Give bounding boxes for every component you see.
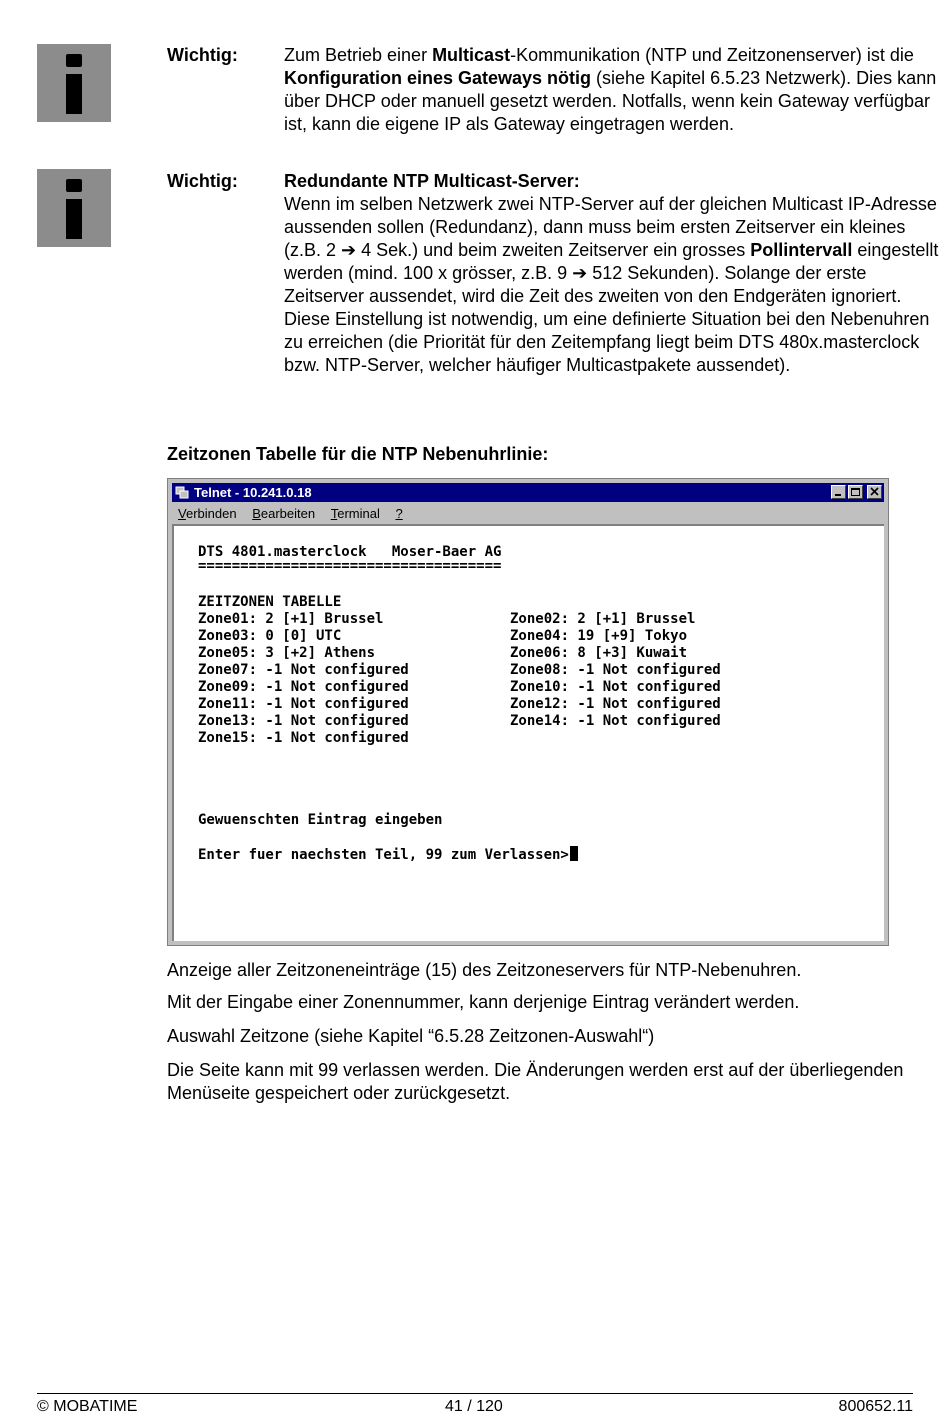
zone-entry: Zone05: 3 [+2] Athens (198, 645, 376, 661)
text-run: Wenn im selben Netzwerk zwei NTP-Server auf der gleichen Multicast IP-Adresse aussenden sollen (Redundanz), dann muss beim ersten Zeitserver ein kleines (z.B. 2 ➔ 4 Sek.) und beim zweiten Zeitserver ein grosses (284, 194, 937, 260)
note-text-redundant (284, 170, 940, 377)
info-icon (37, 169, 111, 247)
menu-terminal[interactable]: Terminal (330, 506, 380, 521)
telnet-titlebar[interactable] (172, 483, 884, 502)
section-heading: Zeitzonen Tabelle für die NTP Nebenuhrlinie: (167, 444, 549, 464)
text-run: (siehe Kapitel 6.5.23 Netzwerk). Dies kann über DHCP oder manuell gesetzt werden. Notfalls, wenn kein Gateway verfügbar ist, kann die eigene IP als Gateway eingetragen werden. (284, 68, 937, 134)
zone-entry: Zone11: -1 Not configured (198, 696, 409, 712)
telnet-title: Telnet - 10.241.0.18 (194, 485, 312, 500)
zone-entry: Zone09: -1 Not configured (198, 679, 409, 695)
footer-divider (37, 1393, 913, 1394)
text-run: eingestellt werden (mind. 100 x grösser, z.B. 9 ➔ 512 Sekunden). Solange der erste Zeitserver aussendet, wird die Zeit des zweiten von den Endgeräten ignoriert. Diese Einstellung ist notwendig, um eine definierte Situation bei den Nebenuhren zu erreichen (die Priorität für den Zeitempfang liegt beim DTS 480x.masterclock bzw. NTP-Server, welcher häufiger Multicastpakete aussendet). (284, 240, 939, 375)
telnet-app-icon (175, 485, 189, 499)
menu-bearbeiten[interactable]: Bearbeiten (252, 506, 316, 521)
zone-entry: Zone07: -1 Not configured (198, 662, 409, 678)
close-icon (868, 486, 881, 498)
terminal-screen[interactable] (172, 524, 884, 941)
minimize-icon (832, 486, 845, 498)
close-button[interactable] (867, 485, 882, 499)
terminal-prompt-text: Enter fuer naechsten Teil, 99 zum Verlassen> (198, 847, 569, 863)
maximize-icon (849, 486, 862, 498)
text-run: Zum Betrieb einer (284, 45, 433, 65)
footer-copyright: © MOBATIME (37, 1398, 138, 1415)
minimize-button[interactable] (831, 485, 846, 499)
note-heading: Redundante NTP Multicast-Server: (284, 171, 580, 191)
terminal-prompt-entry: Gewuenschten Eintrag eingeben (198, 812, 443, 828)
zones-right-column (510, 611, 721, 730)
zone-entry: Zone15: -1 Not configured (198, 730, 409, 746)
bold-text: Konfiguration eines Gateways nötig (284, 68, 592, 88)
zone-entry: Zone10: -1 Not configured (510, 679, 721, 695)
zone-entry: Zone02: 2 [+1] Brussel (510, 611, 696, 627)
terminal-cursor (570, 846, 578, 861)
paragraph: Die Seite kann mit 99 verlassen werden. Die Änderungen werden erst auf der überliegenden Menüseite gespeichert oder zurückgesetzt. (167, 1060, 904, 1103)
note-body (284, 193, 940, 377)
zone-entry: Zone12: -1 Not configured (510, 696, 721, 712)
terminal-separator: ==================================== (198, 558, 502, 574)
telnet-window (167, 478, 889, 946)
paragraph: Anzeige aller Zeitzoneneinträge (15) des Zeitzoneservers für NTP-Nebenuhren. (167, 960, 802, 980)
info-icon (37, 44, 111, 122)
zone-entry: Zone06: 8 [+3] Kuwait (510, 645, 688, 661)
note-label: Wichtig: (167, 171, 238, 191)
telnet-menubar (172, 504, 884, 523)
note-text-gateway (284, 44, 940, 136)
menu-verbinden[interactable]: Verbinden (178, 506, 237, 521)
zone-entry: Zone14: -1 Not configured (510, 713, 721, 729)
zone-entry: Zone04: 19 [+9] Tokyo (510, 628, 688, 644)
footer-page-number: 41 / 120 (445, 1398, 503, 1415)
note-label: Wichtig: (167, 45, 238, 65)
footer-doc-number: 800652.11 (838, 1398, 913, 1415)
paragraph: Auswahl Zeitzone (siehe Kapitel “6.5.28 Zeitzonen-Auswahl“) (167, 1026, 655, 1046)
zones-left-column (198, 611, 409, 747)
terminal-prompt-line[interactable] (198, 846, 578, 864)
zone-entry: Zone08: -1 Not configured (510, 662, 721, 678)
terminal-table-title: ZEITZONEN TABELLE (198, 594, 342, 610)
terminal-header: DTS 4801.masterclock Moser-Baer AG (198, 544, 502, 560)
bold-text: Multicast (432, 45, 511, 65)
menu-help[interactable]: ? (395, 506, 403, 521)
bold-text: Pollintervall (750, 240, 853, 260)
maximize-button[interactable] (848, 485, 863, 499)
paragraph: Mit der Eingabe einer Zonennummer, kann derjenige Eintrag verändert werden. (167, 992, 800, 1012)
zone-entry: Zone01: 2 [+1] Brussel (198, 611, 384, 627)
text-run: -Kommunikation (NTP und Zeitzonenserver) ist die (510, 45, 914, 65)
zone-entry: Zone13: -1 Not configured (198, 713, 409, 729)
zone-entry: Zone03: 0 [0] UTC (198, 628, 342, 644)
